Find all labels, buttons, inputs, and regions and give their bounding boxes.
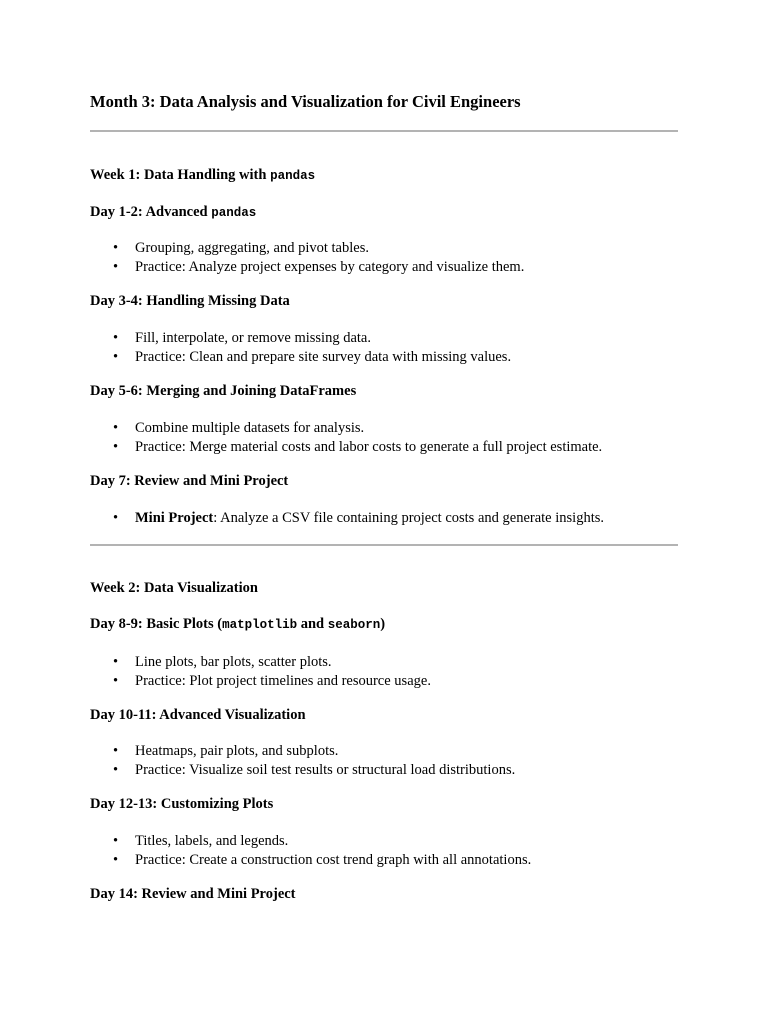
day14-heading: Day 14: Review and Mini Project [90,886,296,902]
list-item: • Practice: Create a construction cost trend graph with all annotations. [90,851,531,870]
mini-project-label: Mini Project [135,510,214,526]
day8-9-list [90,653,431,690]
list-item: • Practice: Visualize soil test results or structural load distributions. [90,761,515,780]
day1-2-heading-code: pandas [211,206,257,220]
day7-heading: Day 7: Review and Mini Project [90,473,289,489]
day1-2-heading-text: Day 1-2: Advanced [90,204,212,220]
week1-heading-text: Week 1: Data Handling with [90,167,271,183]
mini-project-text: : Analyze a CSV file containing project costs and generate insights. [213,510,604,526]
seaborn-code: seaborn [327,618,381,632]
list-item [90,509,604,528]
list-item: • Practice: Merge material costs and labor costs to generate a full project estimate. [90,438,602,457]
list-item: • Practice: Clean and prepare site survey data with missing values. [90,348,511,367]
list-item: • Practice: Plot project timelines and resource usage. [90,672,431,691]
divider [90,130,678,132]
list-item: • Fill, interpolate, or remove missing data. [90,329,511,348]
page-title: Month 3: Data Analysis and Visualization for Civil Engineers [90,92,521,111]
week1-heading-code: pandas [270,169,316,183]
list-item: • Practice: Analyze project expenses by category and visualize them. [90,258,524,277]
day8-9-heading [90,616,385,633]
divider [90,544,678,546]
day10-11-list [90,742,515,779]
list-item: • Heatmaps, pair plots, and subplots. [90,742,515,761]
day3-4-heading: Day 3-4: Handling Missing Data [90,293,290,309]
day12-13-heading: Day 12-13: Customizing Plots [90,796,274,812]
day5-6-heading: Day 5-6: Merging and Joining DataFrames [90,383,357,399]
day12-13-list [90,832,531,869]
day3-4-list [90,329,511,366]
list-item: • Line plots, bar plots, scatter plots. [90,653,431,672]
day8-9-heading-close: ) [380,616,386,632]
day1-2-list [90,239,524,276]
matplotlib-code: matplotlib [222,618,298,632]
day10-11-heading: Day 10-11: Advanced Visualization [90,707,306,723]
day8-9-heading-text: Day 8-9: Basic Plots ( [90,616,223,632]
week1-heading [90,167,315,184]
day5-6-list [90,419,602,456]
day1-2-heading [90,204,256,221]
week2-heading: Week 2: Data Visualization [90,580,258,596]
list-item: • Combine multiple datasets for analysis. [90,419,602,438]
day8-9-heading-and: and [297,616,328,632]
day7-list [90,509,604,528]
list-item: • Titles, labels, and legends. [90,832,531,851]
list-item: • Grouping, aggregating, and pivot tables. [90,239,524,258]
